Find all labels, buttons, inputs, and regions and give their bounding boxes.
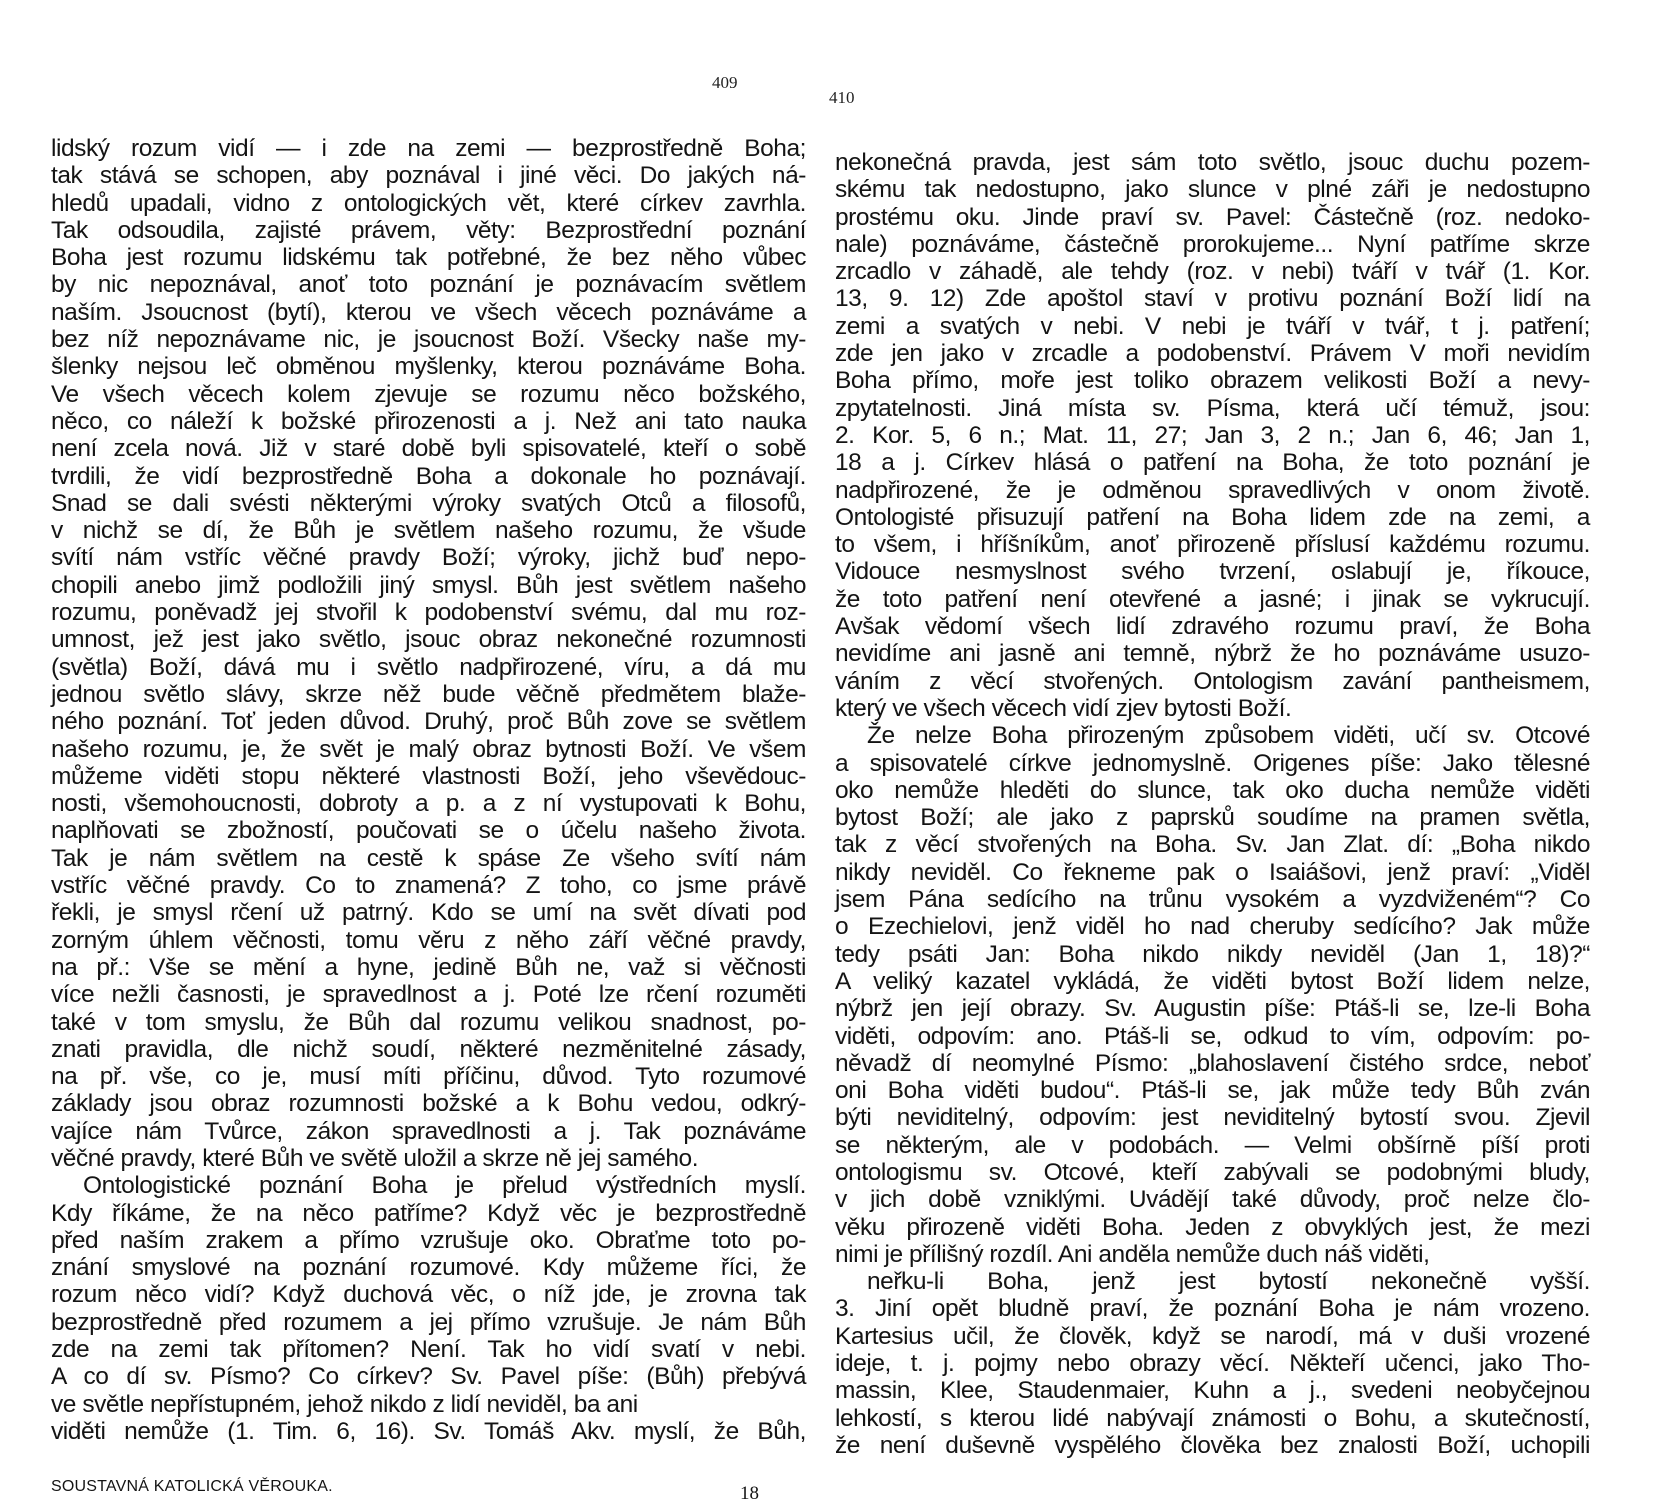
text-line: nosti, všemohoucnosti, dobroty a p. a z ní vystupovati k Bohu, (51, 790, 806, 818)
text-line: býti neviditelný, odpovím: jest neviditelný bytostí svou. Zjevil (835, 1104, 1590, 1132)
text-line: řekli, je smysl rčení už patrný. Kdo se umí na svět dívati pod (51, 899, 806, 927)
text-line: tedy psáti Jan: Boha nikdo nikdy neviděl (Jan 1, 18)?“ (835, 940, 1590, 968)
text-line: Kartesius učil, že člověk, když se narodí, má v duši vrozené (835, 1322, 1590, 1350)
text-line: základy jsou obraz rozumnosti božské a k Bohu vedou, odkrý- (51, 1090, 806, 1118)
text-line: skému tak nedostupno, jako slunce v plné záři je nedostupno (835, 176, 1590, 204)
text-line: nikdy neviděl. Co řekneme pak o Isaiášovi, jenž praví: „Viděl (835, 858, 1590, 886)
text-line: Kdy říkáme, že na něco patříme? Když věc je bezprostředně (51, 1199, 806, 1227)
text-line: chopili anebo jimž podložili jiný smysl. Bůh jest světlem našeho (51, 571, 806, 599)
text-line: (světla) Boží, dává mu i světlo nadpřirozené, víru, a dá mu (51, 653, 806, 681)
text-line: lehkostí, s kterou lidé nabývají známosti o Bohu, a skutečností, (835, 1404, 1590, 1432)
text-line: Ontologistické poznání Boha je přelud výstředních myslí. (83, 1172, 806, 1200)
text-line: našeho rozumu, je, že svět je malý obraz bytnosti Boží. Ve všem (51, 735, 806, 763)
text-line: šlenky nejsou leč obměnou myšlenky, kterou poznáváme Boha. (51, 353, 806, 381)
text-line: o Ezechielovi, jenž viděl ho nad cheruby sedícího? Jak může (835, 913, 1590, 941)
text-line: nýbrž jen její obrazy. Sv. Augustin píše: Ptáš-li se, lze-li Boha (835, 995, 1590, 1023)
text-line: věčné pravdy, které Bůh ve světě uložil a skrze ně jej samého. (51, 1144, 699, 1172)
text-line: ideje, t. j. pojmy nebo obrazy věcí. Někteří učenci, jako Tho- (835, 1350, 1590, 1378)
text-line: tvrdili, že vidí bezprostředně Boha a dokonale ho poznávají. (51, 462, 806, 490)
text-line: zde jen jako v zrcadle a podobenství. Právem V moři nevidím (835, 340, 1590, 368)
text-line: Snad se dali svésti některými výroky svatých Otců a filosofů, (51, 489, 806, 517)
text-line: oko nemůže hleděti do slunce, tak oko ducha nemůže viděti (835, 776, 1590, 804)
text-line: 18 a j. Církev hlásá o patření na Boha, že toto poznání je (835, 449, 1590, 477)
text-line: ve světle nepřístupném, jehož nikdo z lidí neviděl, ba ani (51, 1390, 638, 1418)
text-line: Tak odsoudila, zajisté právem, věty: Bezprostřední poznání (51, 216, 806, 244)
text-line: 2. Kor. 5, 6 n.; Mat. 11, 27; Jan 3, 2 n.; Jan 6, 46; Jan 1, (835, 421, 1590, 449)
text-line: Boha jest rozumu lidskému tak potřebné, že bez něho vůbec (51, 244, 806, 272)
text-line: před naším zrakem a přímo vzrušuje oko. Obraťme toto po- (51, 1226, 806, 1254)
text-line: to všem, i hříšníkům, anoť přirozeně příslusí každému rozumu. (835, 531, 1590, 559)
text-line: bytost Boží; ale jako z paprsků soudíme na pramen světla, (835, 804, 1590, 832)
text-line: nekonečná pravda, jest sám toto světlo, jsouc duchu pozem- (835, 149, 1590, 176)
text-line: neřku-li Boha, jenž jest bytostí nekonečně vyšší. (867, 1268, 1590, 1296)
text-line: nevidíme ani jasně ani temně, nýbrž že ho poznáváme usuzo- (835, 640, 1590, 668)
text-line: Boha přímo, moře jest toliko obrazem velikosti Boží a nevy- (835, 367, 1590, 395)
text-line: rozumu, poněvadž jej stvořil k podobenství svému, dal mu roz- (51, 599, 806, 627)
text-line: v nichž se dí, že Bůh je světlem našeho rozumu, že všude (51, 517, 806, 545)
left-page-text (51, 135, 806, 1445)
text-line: naplňovati se zbožností, poučovati se o účelu našeho života. (51, 817, 806, 845)
text-line: bez níž nepoznávame nic, je jsoucnost Boží. Všecky naše my- (51, 326, 806, 354)
text-line: nadpřirozené, že je odměnou spravedlivých v onom životě. (835, 476, 1590, 504)
text-line: 3. Jiní opět bludně praví, že poznání Boha je nám vrozeno. (835, 1295, 1590, 1323)
text-line: Avšak vědomí všech lidí zdravého rozumu praví, že Boha (835, 613, 1590, 641)
text-line: zpytatelnosti. Jiná místa sv. Písma, která učí témuž, jsou: (835, 394, 1590, 422)
text-line: umnost, jež jest jako světlo, jsouc obraz nekonečné rozumnosti (51, 626, 806, 654)
text-line: se některým, ale v podobách. — Velmi obšírně píší proti (835, 1131, 1590, 1159)
text-line: Že nelze Boha přirozeným způsobem viděti, učí sv. Otcové (867, 722, 1590, 750)
text-line: také v tom smyslu, že Bůh dal rozumu velikou snadnost, po- (51, 1008, 806, 1036)
text-line: massin, Klee, Staudenmaier, Kuhn a j., svedeni neobyčejnou (835, 1377, 1590, 1405)
text-line: že toto patření není otevřené a jasné; i jinak se vykrucují. (835, 585, 1590, 613)
text-line: jsem Pána sedícího na trůnu vysokém a vyzdviženém“? Co (835, 886, 1590, 914)
text-line: ontologismu sv. Otcové, kteří zabývali se podobnými bludy, (835, 1158, 1590, 1186)
text-line: věku přirozeně viděti Boha. Jeden z obvyklých jest, že mezi (835, 1213, 1590, 1241)
text-line: ného poznání. Toť jeden důvod. Druhý, proč Bůh zove se světlem (51, 708, 806, 736)
text-line: prostému oku. Jinde praví sv. Pavel: Částečně (roz. nedoko- (835, 203, 1590, 231)
text-line: že není duševně vyspělého člověka bez znalosti Boží, uchopili (835, 1431, 1590, 1459)
text-line: Ontologisté přisuzují patření na Boha lidem zde na zemi, a (835, 503, 1590, 531)
text-line: vstříc věčné pravdy. Co to znamená? Z toho, co jsme právě (51, 872, 806, 900)
text-line: v jich době vzniklými. Uvádějí také důvody, proč nelze člo- (835, 1186, 1590, 1214)
text-line: vajíce nám Tvůrce, zákon spravedlnosti a j. Tak poznáváme (51, 1117, 806, 1145)
text-line: A veliký kazatel vykládá, že viděti bytost Boží lidem nelze, (835, 967, 1590, 995)
text-line: viděti, odpovím: ano. Ptáš-li se, odkud to vím, odpovím: po- (835, 1022, 1590, 1050)
text-line: nale) poznáváme, částečně prorokujeme... Nyní patříme skrze (835, 230, 1590, 258)
text-line: svítí nám vstříc věčné pravdy Boží; výroky, jichž buď nepo- (51, 544, 806, 572)
text-line: tak z věcí stvořených na Boha. Sv. Jan Zlat. dí: „Boha nikdo (835, 831, 1590, 859)
text-line: váním z věcí stvořených. Ontologism zavání pantheismem, (835, 667, 1590, 695)
text-line: jednou světlo slávy, skrze něž bude věčně předmětem blaže- (51, 680, 806, 708)
text-line: by nic nepoznával, anoť toto poznání je poznávacím světlem (51, 271, 806, 299)
text-line: můžeme viděti stopu některé vlastnosti Boží, jeho vševědouc- (51, 762, 806, 790)
text-line: a spisovatelé církve jednomyslně. Origenes píše: Jako tělesné (835, 749, 1590, 777)
text-line: A co dí sv. Písmo? Co církev? Sv. Pavel píše: (Bůh) přebývá (51, 1363, 806, 1391)
text-line: zorným úhlem věčnosti, tomu věru z něho září věčné pravdy, (51, 926, 806, 954)
text-line: zrcadlo v záhadě, ale tehdy (roz. v nebi) tváří v tvář (1. Kor. (835, 258, 1590, 286)
text-line: Vidouce nesmyslnost svého tvrzení, oslabují je, říkouce, (835, 558, 1590, 586)
text-line: oni Boha viděti budou“. Ptáš-li se, jak může tedy Bůh zván (835, 1077, 1590, 1105)
book-title-footer: SOUSTAVNÁ KATOLICKÁ VĚROUKA. (51, 1478, 333, 1495)
text-line: 13, 9. 12) Zde apoštol staví v protivu poznání Boží lidí na (835, 285, 1590, 313)
page-number-right: 410 (829, 88, 855, 107)
text-line: Ve všech věcech kolem zjevuje se rozumu něco božského, (51, 380, 806, 408)
text-line: něvadž dí neomylné Písmo: „blahoslavení čistého srdce, neboť (835, 1049, 1590, 1077)
text-line: lidský rozum vidí — i zde na zemi — bezprostředně Boha; (51, 135, 806, 162)
text-line: který ve všech věcech vidí zjev bytosti Boží. (835, 694, 1292, 722)
text-line: znání smyslové na poznání rozumové. Kdy můžeme říci, že (51, 1254, 806, 1282)
text-line: něco, co náleží k božské přirozenosti a j. Než ani tato nauka (51, 407, 806, 435)
text-line: na př. vše, co je, musí míti příčinu, důvod. Tyto rozumové (51, 1063, 806, 1091)
text-line: není zcela nová. Již v staré době byli spisovatelé, kteří o sobě (51, 435, 806, 463)
text-line: zde na zemi tak přítomen? Není. Tak ho vidí svatí v nebi. (51, 1336, 806, 1364)
signature-number: 18 (740, 1483, 759, 1504)
right-page-text (835, 149, 1590, 1459)
text-line: znati pravidla, dle nichž soudí, některé nezměnitelné zásady, (51, 1035, 806, 1063)
text-line: tak stává se schopen, aby poznával i jiné věci. Do jakých ná- (51, 162, 806, 190)
text-line: naším. Jsoucnost (bytí), kterou ve všech věcech poznáváme a (51, 298, 806, 326)
text-line: nimi je přílišný rozdíl. Ani anděla nemůže duch náš viděti, (835, 1240, 1430, 1268)
text-line: zemi a svatých v nebi. V nebi je tváří v tvář, t j. patření; (835, 312, 1590, 340)
text-line: hledů upadali, vidno z ontologických vět, které církev zavrhla. (51, 189, 806, 217)
text-line: na př.: Vše se mění a hyne, jedině Bůh ne, važ si věčnosti (51, 953, 806, 981)
text-line: viděti nemůže (1. Tim. 6, 16). Sv. Tomáš Akv. myslí, že Bůh, (51, 1417, 806, 1445)
text-line: více nežli časnosti, je spravedlnost a j. Poté lze rčení rozuměti (51, 981, 806, 1009)
text-line: rozum něco vidí? Když duchová věc, o níž jde, je zrovna tak (51, 1281, 806, 1309)
text-line: Tak je nám světlem na cestě k spáse Ze všeho svítí nám (51, 844, 806, 872)
text-line: bezprostředně před rozumem a jej přímo vzrušuje. Je nám Bůh (51, 1308, 806, 1336)
page-number-left: 409 (712, 73, 738, 92)
